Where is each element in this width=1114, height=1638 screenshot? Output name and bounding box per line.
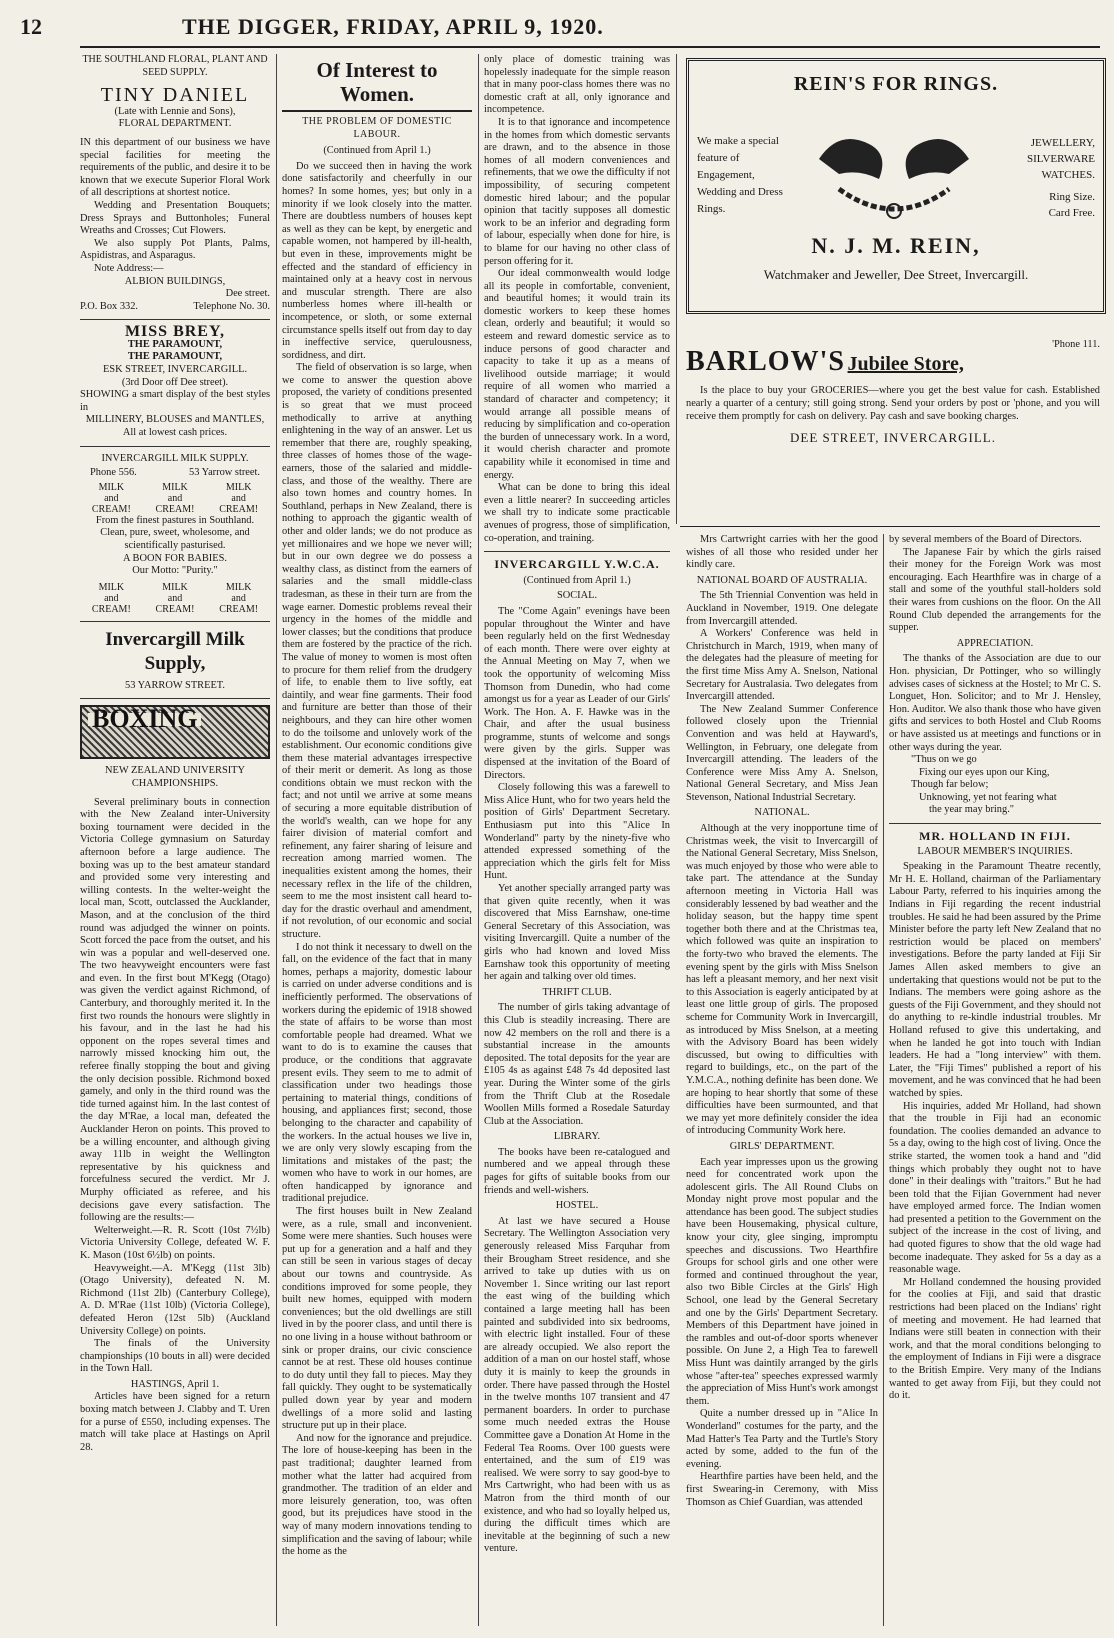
brey-line: ESK STREET, INVERCARGILL. [102,364,248,376]
barlow-ad [686,338,1100,498]
floral-sub: (Late with Lennie and Sons), [114,105,236,117]
women-paragraph: And now for the ignorance and prejudice. The lore of house-keeping has been in the past traditional; daughter learned from mother what the latter had acquired from grandmother. The tradition of an elder and more leisurely generation, too, was often good, but its prejudices have stood in the way of many modern innovations tending to simplification and the saving of labour; while the home as the [282,1432,472,1558]
column-5 [889,534,1101,1626]
brey-line: THE PARAMOUNT, [127,338,223,350]
ywca-continued: (Continued from April 1.) [523,574,631,586]
milk-cell: MILK [162,581,188,593]
column-3 [484,54,670,1626]
floral-name: TINY DANIEL [100,84,250,107]
divider [80,319,270,320]
milk-cell: and [231,592,246,604]
barlow-phone: 'Phone 111. [1052,339,1100,350]
rein-right-line: Ring Size. [1049,191,1095,203]
floral-ad [80,54,270,313]
milk-cell: CREAM! [155,503,195,515]
floral-address: ALBION BUILDINGS, [124,275,226,287]
milk-ad [80,453,270,693]
milk-cell: CREAM! [91,503,131,515]
boxing-paragraph: Heavyweight.—A. M'Kegg (11st 3lb) (Otago University), defeated N. M. Richmond (11st 2lb) (Canterbury College), A. D. M'Rae (11st 10lb) (Victoria College), defeated Heron (12st 5lb) (Auckland University College) on points. [80,1262,270,1337]
ywca-social-heading: SOCIAL. [556,590,598,602]
rein-title: REIN'S FOR RINGS. [793,73,999,95]
boxing-paragraph: Several preliminary bouts in connection with the New Zealand inter-University boxing tournament were decided in the Victoria College gymnasium on Saturday afternoon before a large audience. The boxing was up to the best amateur standard and provided some very interesting and willing contests. In the welter-weight the local man, Scott, outclassed the Aucklander, Mason, and at the conclusion of the third round was adjudged the winner on points. Scott forced the pace from the outset, and his win was a popular and well-deserved one. The two heavyweight encounters were fast and even. In the first bout M'Kegg (Otago) was given the verdict against Richmond, of Canterbury, and thoroughly merited it. In the first two rounds the honours were slightly in his favour, and in the last he had his opponent on the ropes several times and narrowly missed knocking him out, the referee finally stopping the bout and giving the only decision possible. Richmond boxed gamely, and only in the third round was the tide turned against him. In the last contest of the day M'Rae, a local man, defeated the Aucklander Heron on points. This proved to be a willing encounter, and although giving away 11lb in weight the Wellington representative by his quickness and forcefulness secured the verdict. Mr J. Murphy officiated as referee, and his decisions gave every satisfaction. The following are the results:— [80,796,270,1224]
poem-line: Fixing our eyes upon our King, [919,766,1050,778]
girls-department-heading: GIRLS' DEPARTMENT. [729,1140,835,1152]
women-heading: Of Interest to Women. [282,58,472,112]
divider [80,698,270,699]
divider [80,446,270,447]
floral-also: We also supply Pot Plants, Palms, Aspidistras, and Asparagus. [80,237,270,262]
milk-big-title: Invercargill Milk Supply, [105,628,245,674]
milk-cell: CREAM! [155,603,195,615]
floral-street: Dee street. [225,288,270,300]
floral-heading: THE SOUTHLAND FLORAL, PLANT AND SEED SUPPLY. [82,54,268,78]
ywca-paragraph: The New Zealand Summer Conference followed closely upon the Triennial Convention and was held at Hayward's, Wellington, in February, one delegate from Invercargill attending. The leaders of the Conference were Miss Amy A. Snelson, National General Secretary, and Miss Jean Stevenson, National Industrial Secretary. [686,703,878,803]
floral-list: Wedding and Presentation Bouquets; Dress Sprays and Buttonholes; Funeral Wreaths and Crosses; Cut Flowers. [80,199,270,237]
milk-cell: MILK [98,581,125,593]
milk-grid [80,482,270,515]
floral-sub: FLORAL DEPARTMENT. [118,118,232,130]
milk-cell: CREAM! [219,603,259,615]
floral-phone: Telephone No. 30. [193,300,270,312]
rein-right-line: WATCHES. [1041,169,1095,181]
column-rule [276,54,277,1626]
rein-left-text: We make a special feature of Engagement, Wedding and Dress Rings. [697,135,783,215]
poem-line: Though far below; [911,779,989,791]
women-paragraph: What can be done to bring this ideal even a little nearer? In succeeding articles we shall try to indicate some practicable avenues of progress, those of simplification, co-operation, and training. [484,482,670,544]
milk-line: A BOON FOR BABIES. [123,552,227,564]
floral-address-label: Note Address:— [94,262,164,274]
milk-cell: MILK [225,581,252,593]
rein-name: N. J. M. REIN, [811,233,981,258]
rein-right-text [985,135,1095,221]
hastings-paragraph: Articles have been signed for a return boxing match between J. Clabby and T. Uren for a purse of £550, including expenses. The match will take place at Hastings on April 28. [80,1391,270,1453]
brey-name: MISS BREY, [124,323,226,341]
boxing-banner [80,705,270,759]
national-board-heading: NATIONAL BOARD OF AUSTRALIA. [696,574,868,586]
ywca-paragraph: The thanks of the Association are due to our Hon. physician, Dr Pottinger, who so willingly advises cases of sickness at the Hostel; to Mr C. S. Longuet, Hon. Solicitor; and to Mr J. Hensley, Hon. Auditor. We also thank those who have given gifts and services to both Hostel and Club Rooms or have assisted us at meetings and functions or in other ways during the year. [889,653,1101,753]
ywca-paragraph: The books have been re-catalogued and numbered and we appeal through these pages for gifts of suitable books from our friends and well-wishers. [484,1146,670,1196]
women-paragraph: It is to that ignorance and incompetence in the homes from which domestic servants are drawn, and to the absence in those homes of all modern conveniences and refinements, that we owe the difficulty if not impossibility, of securing competent domestic hired labour; and the popular opinion that tacitly supposes all domestic work to be an inferior and degrading form of labour, especially when done for hire, is to blame for our having no other class of person offering for it. [484,116,670,267]
ywca-paragraph: Although at the very inopportune time of Christmas week, the visit to Invercargill of the National General Secretary, Miss Snelson, was much enjoyed by those who were able to take part. The attendance at the Sunday afternoon meeting in Victoria Hall was considerably lessened by bad weather and the holiday season, but the happy time spent together both there and at the Christmas tea, which followed was quite an inspiration to the forty-two who braved the elements. The evening spent by the girls with Miss Snelson has left a pleasant memory, and her next visit to this Association is eagerly anticipated by at least one little group of girls. The proposed scheme for Community Work in Invercargill, as introduced by Miss Snelson, at a meeting with the Advisory Board has been widely discussed, but owing to difficulties with regard to buildings, etc., on the part of the Y.M.C.A., nothing definite has been done. We are hoping to hear shortly that some of these difficulties have been surmounted, and that we may yet more definitely consider the idea of introducing Community Work here. [686,823,878,1137]
fiji-subheading: LABOUR MEMBER'S INQUIRIES. [917,845,1073,857]
national-heading: NATIONAL. [754,807,810,819]
ywca-paragraph: Mrs Cartwright carries with her the good wishes of all those who resided under her kindly care. [686,534,878,571]
brey-line: MILLINERY, BLOUSES and MANTLES, [85,414,265,426]
column-rule [676,54,677,524]
ywca-paragraph: The "Come Again" evenings have been popular throughout the Winter and have been regularly held on the first Wednesday of each month. There were over eighty at the Annual Meeting on May 7, when we took the opportunity of welcoming Miss Thomson from Dunedin, who had come amongst us for a year as Leader of our Girls' Work. The Hon. A. F. Hawke was in the Chair, and after the usual business programme, stunts of welcome and songs were given by the girls. Supper was dispensed at the invitation of the Board of Directors. [484,605,670,781]
women-subheading: THE PROBLEM OF DOMESTIC LABOUR. [302,116,452,140]
column-rule [883,534,884,1626]
milk-cell: MILK [162,481,188,493]
milk-cell: CREAM! [91,603,131,615]
brey-ad [80,323,270,439]
column-4 [686,534,878,1626]
women-paragraph: Our ideal commonwealth would lodge all its people in comfortable, convenient, and beautiful homes; it would train its domestic workers to keep these homes clean, orderly and beautiful; it would so esteem and reward domestic service as to induce persons of good character and capacity to take it up as a means of livelihood outside marriage; it would require of all women who married a standard of character and competency; it would arrange all possible means of reducing by simplification and co-operation the burden of unnecessary work. In a word, it would cherish character and promote capability while it economised in time and energy. [484,268,670,481]
milk-line: Clean, pure, sweet, wholesome, and scientifically pasturised. [100,527,250,551]
milk-address: 53 YARROW STREET. [125,679,225,691]
barlow-body: Is the place to buy your GROCERIES—where you get the best value for cash. Established nearly a quarter of a century; still going strong. Send your orders by post or 'phone, and you will receive them promptly for cash on delivery. Pay cash and save booking charges. [686,385,1100,422]
ywca-paragraph: At last we have secured a House Secretary. The Wellington Association very generously released Miss Farquhar from their Brougham Street residence, and she arrived to take up duties with us on November 1. Since writing our last report the east wing of the building which contained a large meeting hall has been painted and subdivided into six bedrooms, with electric light installed. Four of these are already occupied. We also report the addition of a man on our hostel staff, whose duty it is mainly to keep the grounds in order. There have passed through the Hostel in the twelve months 107 transient and 47 permanent boarders. In order to purchase some much needed extras the House Committee gave a Donation At Home in the Federal Tea Rooms. Over 100 guests were entertained, and the sum of £19 was realised. We were sorry to say good-bye to Mrs Cartwright, who had been with us as Matron from the third month of our existence, and who had so loyally helped us, during the difficult times which are inevitable at the beginning of such a new venture. [484,1215,670,1555]
appreciation-heading: APPRECIATION. [956,637,1034,649]
ywca-library-heading: LIBRARY. [553,1131,601,1143]
brey-line: SHOWING a smart display of the best styles in [80,389,270,413]
newspaper-title: THE DIGGER, FRIDAY, APRIL 9, 1920. [182,14,604,39]
divider [80,621,270,622]
column-2 [282,54,472,1626]
fiji-paragraph: Speaking in the Paramount Theatre recently, Mr H. E. Holland, chairman of the Parliamentary Labour Party, referred to his inquiries among the Indians in Fiji regarding the recent industrial troubles. He said he had been assured by the Prime Minister before the party left New Zealand that no restriction would be placed on members' investigations. Before the party landed at Fiji Sir James Allen asked members to give an undertaking that questions would not be put to the Indians. The members were going ashore as the guests of the Fiji Government, and they should not do anything to re-kindle industrial troubles. Mr Holland refused to give this undertaking, and when he landed he got into touch with Indian leaders. He had a "long interview" with them. Later, the "Fiji Times" published a report of his movement, and he was convinced that he had been watched by spies. [889,861,1101,1099]
milk-line: From the finest pastures in Southland. [95,514,255,526]
women-paragraph: Do we succeed then in having the work done satisfactorily and cheerfully in our homes? In some homes, yes; but only in a minority if we look closely into the matter. There are doubtless numbers of houses kept as well as they can be kept, by energetic and capable women, not hampered by ill-health, but even in these, improvements might be effected and the standard of efficiency in maintained only at a heavy cost in nervous and muscular strength. There are also numberless homes where ill-health or incompetence, or sloth, or some external circumstance spells itself out from day to day in ineffective service, querulousness, sordidness, and dirt. [282,160,472,361]
milk-cell: and [231,492,246,504]
milk-cell: and [167,492,183,504]
boxing-paragraph: Welterweight.—R. R. Scott (10st 7½lb) Victoria University College, defeated W. F. K. Mason (10st 6½lb) on points. [80,1224,270,1261]
brey-line: (3rd Door off Dee street). [121,376,229,388]
boxing-paragraph: The finals of the University championships (10 bouts in all) were decided in the Town Hall. [80,1338,270,1375]
closing-poem [889,754,1101,817]
masthead-rule [80,46,1100,48]
barlow-name: BARLOW'S [686,346,845,377]
rein-right-line: Card Free. [1048,207,1095,219]
poem-line: "Thus on we go [911,754,977,766]
milk-cell: MILK [98,481,125,493]
ywca-thrift-heading: THRIFT CLUB. [542,986,612,998]
masthead [0,0,1114,48]
milk-phone: Phone 556. [90,467,137,479]
ywca-paragraph: The Japanese Fair by which the girls raised their money for the Foreign Work was most encouraging. Each Hearthfire was in charge of a stall and some of the youthful stall-holders sold their wares from cushions on the floor. On the All Round Club depended the arrangements for the supper. [889,546,1101,634]
ywca-paragraph: by several members of the Board of Directors. [889,534,1082,545]
women-paragraph: I do not think it necessary to dwell on the fall, on the evidence of the fact that in many homes, perhaps a majority, domestic labour is carried on under adverse conditions and is inefficiently performed. The observations of workers during the epidemic of 1918 showed the state of affairs to be worse than most comfortable people had dreamed. What we want to do is to examine the causes that produce, or the conditions that aggravate present evils. They seem to me to admit of classification under two headings those pertaining to material things, conditions of housing, and appliances first; second, those belonging to the character and capability of the workers. In the actual houses we live in, we are only very slowly escaping from the limitations and mistakes of the past; the women who have to work in our homes, are often handicapped by ignorance and traditional prejudice. [282,941,472,1205]
poem-line: Unknowing, yet not fearing what [919,791,1057,803]
boxing-heading: NEW ZEALAND UNIVERSITY CHAMPIONSHIPS. [104,765,246,789]
ywca-paragraph: The 5th Triennial Convention was held in Auckland in November, 1919. One delegate from Invercargill attended. [686,590,878,627]
ywca-paragraph: Each year impresses upon us the growing need for concentrated work upon the adolescent girls. The All Round Clubs on Monday night prove most popular and the attendance has been good. The subject studies have been Housemaking, physical culture, know your city, glee singing, impromptu speeches and discussions. Two Hearthfire Groups for school girls and one other were formed and continued throughout the year, also two Bible Circles at the Girls' High School, one lead by the General Secretary and one by the Girls' Department Secretary. Members of this Department have joined in the rambles and out-of-door sports whenever possible. On June 2, a High Tea to farewell Miss Hunt was daintily arranged by the girls whose "after-tea" speeches expressed warmly the appreciation of Miss Hunt's work amongst them. [686,1156,878,1407]
ywca-heading: INVERCARGILL Y.W.C.A. [494,557,660,572]
milk-cell: and [104,492,119,504]
fiji-paragraph: Mr Holland condemned the housing provided for the coolies at Fiji, and said that drastic restrictions had been placed on the Indians' right of meeting and movement. He had learned that Indians were still beaten in connection with their work, and that the moral conditions belonging to the employment of Indians in Fiji were a disgrace to the British Empire. Very many of the Indians wanted to get away from Fiji, but they could not do it. [889,1276,1101,1402]
rein-right-line: JEWELLERY, [1030,137,1095,149]
women-paragraph: The first houses built in New Zealand were, as a rule, small and inconvenient. Some were mere shanties. Such houses were put up for a generation and a half and they can still be seen in various stages of decay about our towns and countryside. As conditions improved for some people, they built new homes, equipped with modern conveniences; but the old dwellings are still lived in by the poorer class, and until there is no one living in a house without bathroom or sink or proper drains, our civic conscience cannot be at rest. These old houses continue to do duty until they fall to pieces. May they fall quickly. They ought to be systematically pulled down year by year and modern dwellings of a more solid and lasting structure put up in their place. [282,1206,472,1432]
women-paragraph: The field of observation is so large, when we come to answer the question above proposed, the variety of conditions presented is so great that we must proceed methodically to arrive at anything enlightening in the way of an answer. Let us remember that there are, roughly speaking, three classes of homes those of the wage-earners, those of the salaried and middle-class, and those of the wealthy. There are also town homes and country homes. In Southland, perhaps in New Zealand, there is nothing to approach the gigantic wealth of other and older lands; we do not produce as yet millionaires and we hope we never will; but in our own degree we do possess a wealthy class, as distinct from the earners of salaries and the small middle-class tradesman, as these in their turn are from the wage earner. Domestic problems reveal their urgency in the homes of the middle and lower classes; but the conditions that produce them are fostered by the practice of the rich. The value of money to women is most often to procure for them relief from the drudgery of life, to enable them to live softly, eat daintily, and wear fine garments. Their food and furniture are better than those of their neighbours, and they can hire other women to do the toilsome and unlovely work of the establishment. Our economic conditions give them these material advantages irrespective of their merit or demerit. As long as those conditions obtain we must reckon with the fact; and not until we arrive at some means of securing a more equitable distribution of the world's wealth, can we hope for any fairer division of material comfort and refinement, any fairer sharing of leisure and recreation among married women. The inequalities existent among the homes, their necessary reflex in the life of the children, seem to me the most insistent call heard to-day for the drastic overhaul and amendment, if not revolution, of our economic and social structure. [282,362,472,940]
rein-ad [686,58,1106,314]
milk-cell: CREAM! [219,503,259,515]
boxing-banner-text: BOXING [88,713,201,726]
ywca-paragraph: Yet another specially arranged party was that given quite recently, when it was discovered that Miss Earnshaw, one-time General Secretary of this Association, was visiting Invercargill. Quite a number of the girls who had known and loved Miss Earnshaw took this opportunity of meeting her again and talking over old times. [484,883,670,983]
ywca-paragraph: Hearthfire parties have been held, and the first Swearing-in Ceremony, with Miss Thomson as Chief Guardian, was attended [686,1471,878,1508]
ywca-paragraph: Closely following this was a farewell to Miss Alice Hunt, who for two years held the position of Girls' Department Secretary. Enthusiasm put into this "Alice In Wonderland" party by the ninety-five who attended expressed something of the appreciation which the girls felt for Miss Hunt. [484,782,670,882]
hastings-heading: HASTINGS, April 1. [130,1378,220,1390]
floral-box: P.O. Box 332. [80,300,139,312]
milk-cell: and [167,592,183,604]
brey-line: All at lowest cash prices. [122,427,228,439]
ywca-hostel-heading: HOSTEL. [555,1200,599,1212]
divider [680,526,1100,527]
ywca-paragraph: A Workers' Conference was held in Christchurch in March, 1919, when many of the delegates had the pleasure of meeting for the first time Miss Amy A. Snelson, National Secretary for Australasia. Two delegates from Invercargill attended. [686,628,878,703]
fiji-paragraph: His inquiries, added Mr Holland, had shown that the trouble in Fiji had an economic foundation. The coolies demanded an advance to 5s a day, owing to the high cost of living. Once the strike started, the women took a hand and "did things which probably they ought not to have done" in their dealings with "traitors." But he had been told that the Fijian Government had never have employed armed force. The Indian women had presented a petition to the Government on the subject of the increase in the cost of living, and had quoted figures to show that the old wage had become inadequate. They asked for 5s a day as a reasonable wage. [889,1100,1101,1276]
rein-right-line: SILVERWARE [1026,153,1095,165]
column-1 [80,54,270,1626]
floral-body: IN this department of our business we have special facilities for meeting the requirements of the public, and desire it to be known that we execute Superior Floral Work of all descriptions at shortest notice. [80,136,270,199]
ywca-paragraph: Quite a number dressed up in "Alice In Wonderland" costumes for the party, and the Mad Hatter's Tea Party and the Turtle's Story acted by some, added to the fun of the evening. [686,1408,878,1470]
milk-cell: and [104,592,119,604]
milk-heading: INVERCARGILL MILK SUPPLY. [101,452,249,464]
column-rule [478,54,479,1626]
milk-line: Our Motto: "Purity." [132,565,218,577]
barlow-address: DEE STREET, INVERCARGILL. [789,430,997,445]
women-paragraph: only place of domestic training was hopelessly inadequate for the simple reason that in many poor-class homes there was no domestic craft at all, only ignorance and incompetence. [484,54,670,116]
barlow-tagline: Jubilee Store, [847,353,964,375]
fiji-heading: MR. HOLLAND IN FIJI. [919,829,1071,844]
swallows-chain-illustration [799,119,989,229]
brey-line: THE PARAMOUNT, [127,351,223,363]
divider [889,823,1101,824]
milk-addr: 53 Yarrow street. [189,467,260,479]
rein-address: Watchmaker and Jeweller, Dee Street, Invercargill. [763,267,1029,282]
milk-cell: MILK [225,481,252,493]
divider [484,551,670,552]
ywca-paragraph: The number of girls taking advantage of this Club is steadily increasing. There are now 42 members on the roll and there is a substantial increase in the amounts deposited. The total deposits for the year are £105 4s as against £48 7s 4d deposited last year. During the Winter some of the girls from the Thrift Club at the Rosedale Woollen Mills formed a Rosedale Saturday Club at the Association. [484,1002,670,1127]
milk-grid [80,582,270,615]
page-number: 12 [20,14,42,39]
women-continued: (Continued from April 1.) [323,145,431,157]
poem-line: the year may bring." [929,804,1015,816]
